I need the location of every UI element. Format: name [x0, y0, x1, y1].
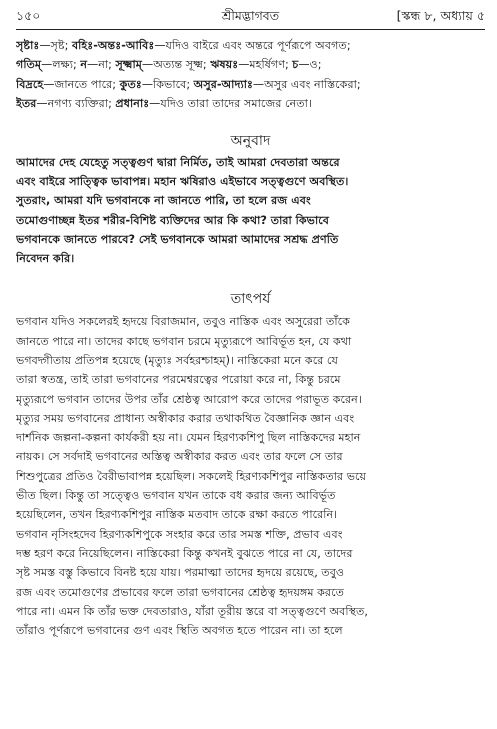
translation-block — [16, 153, 485, 269]
page-header — [16, 6, 485, 26]
purport-line: মৃত্যুর সময় ভগবানের প্রাধান্য অস্বীকার করার তথাকথিত বৈজ্ঞানিক জ্ঞান এবং — [16, 411, 355, 425]
word-for-word-block — [16, 36, 485, 114]
purport-line: ভগবান নৃসিংহদেব হিরণ্যকশিপুকে সংহার করে তার সমস্ত শক্তি, প্রভাব এবং — [16, 527, 343, 541]
page-number: ১৫০ — [16, 8, 41, 23]
purport-line: তাঁরাও পূর্ণরূপে ভগবানের গুণ এবং স্থিতি অবগত হতে পারেন না। তা হলে — [16, 624, 343, 638]
purport-line: জানতে পারে না। তাদের কাছে ভগবান চরমে মৃত্যুরূপে আবির্ভূত হন, যে কথা — [16, 334, 352, 348]
book-title: শ্রীমদ্ভাগবত — [221, 8, 280, 23]
section-reference: [স্কন্ধ ৮, অধ্যায় ৫ — [396, 8, 485, 23]
purport-line: পারে না। এমন কি তাঁর ভক্ত দেবতারাও, যাঁরা তূরীয় স্তরে বা সত্ত্বগুণে অবস্থিত, — [16, 604, 368, 618]
purport-heading: তাৎপর্য — [230, 291, 271, 308]
synonym-line: গতিম্—লক্ষ্য; ন—না; সূক্ষ্মাম্—অত্যন্ত সূক্ষ্ম; ঋষয়ঃ—মহর্ষিগণ; চ—ও; — [16, 58, 322, 72]
translation-line: সুতরাং, আমরা যদি ভগবানকে না জানতে পারি, তা হলে রজ এবং — [16, 194, 311, 208]
translation-line: ভগবানকে জানতে পারবে? সেই ভগবানকে আমরা আমাদের সশ্রদ্ধ প্রণতি — [16, 232, 339, 246]
translation-heading: অনুবাদ — [230, 132, 271, 149]
translation-line: এবং বাইরে সাত্ত্বিক ভাবাপন্ন। মহান ঋষিরাও এইভাবে সত্ত্বগুণে অবস্থিত। — [16, 174, 349, 188]
purport-line: ভীত ছিল। কিন্তু তা সত্ত্বেও ভগবান যখন তাকে বধ করার জন্য আবির্ভূত — [16, 489, 336, 503]
purport-line: শিশুপুত্রের প্রতিও বৈরীভাবাপন্ন হয়েছিল। সকলেই হিরণ্যকশিপুর নাস্তিকতার ভয়ে — [16, 469, 367, 483]
purport-line: হয়েছিলেন, তখন হিরণ্যকশিপুর নাস্তিক মতবাদ তাকে রক্ষা করতে পারেনি। — [16, 508, 338, 522]
synonym-line: ইতর—নগণ্য ব্যক্তিরা; প্রধানাঃ—যদিও তারা তাদের সমাজের নেতা। — [16, 97, 312, 111]
purport-line: দম্ভ হরণ করে নিয়েছিলেন। নাস্তিকেরা কিন্তু কখনই বুঝতে পারে না যে, তাদের — [16, 546, 353, 560]
synonym-line: সৃষ্টাঃ—সৃষ্ট; বহিঃ-অন্তঃ-আবিঃ—যদিও বাইরে এবং অন্তরে পূর্ণরূপে অবগত; — [16, 39, 351, 52]
translation-line: নিবেদন করি। — [16, 252, 75, 266]
purport-line: দার্শনিক জল্পনা-কল্পনা কার্যকরী হয় না। যেমন হিরণ্যকশিপু ছিল নাস্তিকদের মহান — [16, 431, 361, 445]
purport-line: ভগবদ্গীতায় প্রতিপন্ন হয়েছে (মৃত্যুঃ সর্বহরশ্চাহম্)। নাস্তিকেরা মনে করে যে — [16, 354, 338, 367]
translation-line: তমোগুণাচ্ছন্ন ইতর শরীর-বিশিষ্ট ব্যক্তিদের আর কি কথা? তারা কিভাবে — [16, 213, 329, 227]
purport-line: ভগবান যদিও সকলেরই হৃদয়ে বিরাজমান, তবুও নাস্তিক এবং অসুরেরা তাঁকে — [16, 315, 350, 329]
purport-line: তারা স্বতন্ত্র, তাই তারা ভগবানের পরমেশ্বরত্বের পরোয়া করে না, কিন্তু চরমে — [16, 373, 341, 387]
purport-line: নায়ক। সে সর্বদাই ভগবানের অস্তিত্ব অস্বীকার করত এবং তার ফলে সে তার — [16, 450, 343, 464]
header-rule — [16, 29, 485, 30]
purport-line: সৃষ্ট সমস্ত বস্তু কিভাবে বিনষ্ট হয়ে যায়। পরমাত্মা তাদের হৃদয়ে রয়েছে, তবুও — [16, 566, 345, 580]
purport-line: মৃত্যুরূপে ভগবান তাদের উপর তাঁর শ্রেষ্ঠত্ব আরোপ করে তাদের পরাভূত করেন। — [16, 392, 362, 406]
translation-line: আমাদের দেহ যেহেতু সত্ত্বগুণ দ্বারা নির্মিত, তাই আমরা দেবতারা অন্তরে — [16, 155, 340, 169]
purport-block — [16, 312, 485, 640]
synonym-line: বিদ্রহে—জানতে পারে; কুতঃ—কিভাবে; অসুর-আদ্যাঃ—অসুর এবং নাস্তিকেরা; — [16, 77, 361, 91]
purport-line: রজ এবং তমোগুণের প্রভাবের ফলে তারা ভগবানের শ্রেষ্ঠত্ব হৃদয়ঙ্গম করতে — [16, 585, 344, 599]
